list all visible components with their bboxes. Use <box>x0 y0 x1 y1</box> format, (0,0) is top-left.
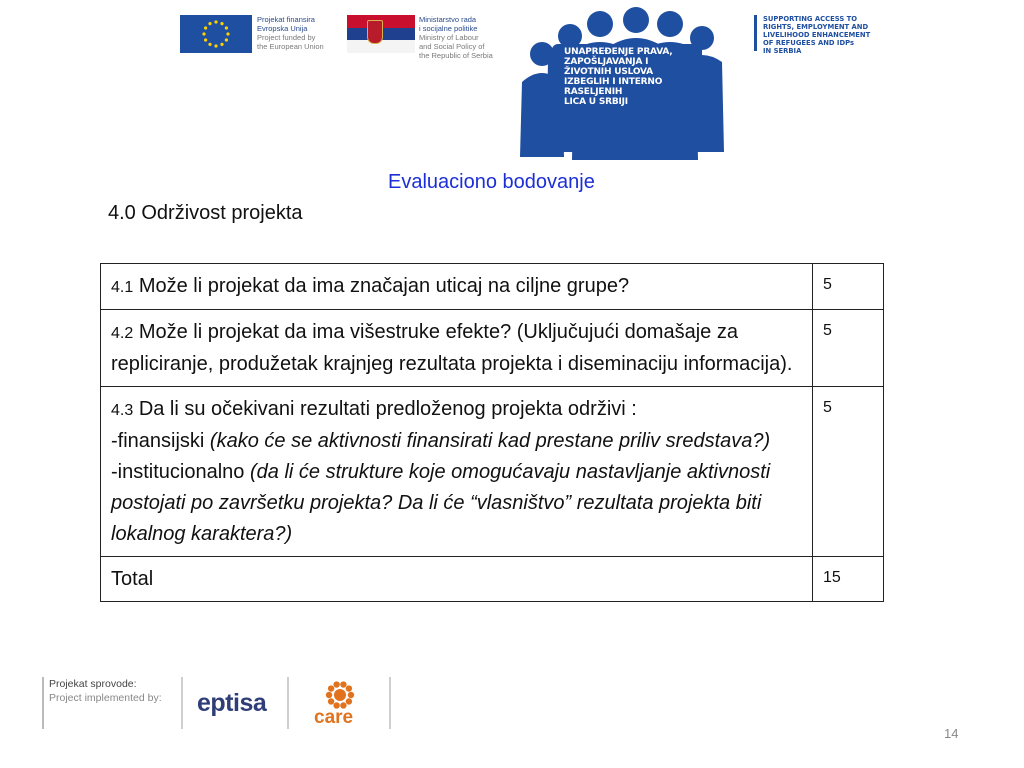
ministry-text-line: Ministarstvo rada <box>419 15 477 24</box>
eu-funding-text <box>257 15 345 51</box>
serbia-flag-logo <box>347 15 415 53</box>
support-text-line: SUPPORTING ACCESS TO <box>763 15 858 23</box>
eu-star-icon <box>225 38 228 41</box>
criterion-cell <box>101 310 813 387</box>
table-row <box>101 264 884 310</box>
score-cell: 5 <box>813 310 884 387</box>
eu-text-line: Evropska Unija <box>257 24 308 33</box>
page-title: Evaluaciono bodovanje <box>388 171 595 193</box>
eu-stars-icon <box>180 15 252 53</box>
criterion-text: Može li projekat da ima višestruke efekte? (Uključujući domašaje za repliciranje, produžetak krajnjeg rezultata projekta i diseminaciju informacija). <box>111 321 793 375</box>
ministry-text-line: i socijalne politike <box>419 24 478 33</box>
eu-star-icon <box>226 32 229 35</box>
sub-criterion-note: (kako će se aktivnosti finansirati kad prestane priliv sredstava?) <box>209 430 771 452</box>
implemented-line: Projekat sprovode: <box>49 678 137 690</box>
project-logo-line: ZAPOŠLJAVANJA I <box>564 57 649 67</box>
total-label: Total <box>101 557 813 602</box>
eu-star-icon <box>202 32 205 35</box>
eu-text-en-line: the European Union <box>257 42 324 51</box>
page-number: 14 <box>944 726 959 741</box>
implemented-by-text <box>49 677 162 705</box>
support-text-line: OF REFUGEES AND IDPs <box>763 39 854 47</box>
eu-flag-logo <box>180 15 252 53</box>
coat-of-arms-icon <box>367 20 383 44</box>
sub-criterion-note: (da li će strukture koje omogućavaju nastavljanje aktivnosti postojati po završetku projekta? Da li će “vlasništvo” rezultata projekta biti lokalnog karaktera?) <box>111 461 771 545</box>
project-logo-line: IZBEGLIH I INTERNO <box>564 77 663 87</box>
ministry-text-en-line: and Social Policy of <box>419 42 485 51</box>
care-ray-icon <box>333 681 339 687</box>
criterion-text: Da li su očekivani rezultati predloženog projekta održivi : <box>138 398 637 420</box>
care-ray-icon <box>346 685 352 691</box>
support-text-line: LIVELIHOOD ENHANCEMENT <box>763 31 871 39</box>
care-ray-icon <box>326 692 332 698</box>
care-ray-icon <box>340 681 346 687</box>
criterion-cell <box>101 387 813 557</box>
ministry-text-en-line: Ministry of Labour <box>419 33 479 42</box>
support-text-line: IN SERBIA <box>763 47 802 55</box>
section-title: 4.0 Održivost projekta <box>108 202 303 224</box>
implemented-line-en: Project implemented by: <box>49 692 162 704</box>
eu-text-line: Projekat finansira <box>257 15 315 24</box>
project-logo-line: RASELJENIH <box>564 87 623 97</box>
score-cell: 5 <box>813 387 884 557</box>
ministry-text-en-line: the Republic of Serbia <box>419 51 493 60</box>
project-logo-line: LICA U SRBIJI <box>564 97 628 107</box>
criteria-table <box>100 263 884 602</box>
eptisa-logo: eptisa <box>197 689 267 717</box>
care-ray-icon <box>348 692 354 698</box>
ministry-text <box>419 15 509 60</box>
criterion-text: Može li projekat da ima značajan uticaj na ciljne grupe? <box>138 275 630 297</box>
eu-star-icon <box>204 38 207 41</box>
table-row <box>101 387 884 557</box>
criterion-cell <box>101 264 813 310</box>
total-score: 15 <box>813 557 884 602</box>
project-logo-line: ŽIVOTNIH USLOVA <box>564 67 653 77</box>
eu-star-icon <box>214 44 217 47</box>
eu-star-icon <box>220 43 223 46</box>
sub-criterion-label: -finansijski <box>111 430 205 452</box>
criterion-number: 4.2 <box>111 325 134 342</box>
eu-star-icon <box>214 20 217 23</box>
support-text <box>763 15 893 55</box>
support-divider <box>754 15 757 51</box>
criterion-number: 4.1 <box>111 279 134 296</box>
footer-divider <box>42 677 44 729</box>
criterion-number: 4.3 <box>111 402 134 419</box>
project-logo-text <box>564 47 694 107</box>
care-ray-icon <box>328 698 334 704</box>
support-text-line: RIGHTS, EMPLOYMENT AND <box>763 23 869 31</box>
table-row <box>101 310 884 387</box>
score-cell: 5 <box>813 264 884 310</box>
eu-star-icon <box>208 22 211 25</box>
eu-text-en-line: Project funded by <box>257 33 316 42</box>
care-logo: care <box>314 707 354 728</box>
eu-star-icon <box>225 26 228 29</box>
footer-divider <box>181 677 183 729</box>
footer-divider <box>287 677 289 729</box>
footer-divider <box>389 677 391 729</box>
eu-star-icon <box>204 26 207 29</box>
care-ray-icon <box>346 698 352 704</box>
sub-criterion-label: -institucionalno <box>111 461 245 483</box>
eu-star-icon <box>220 22 223 25</box>
care-ray-icon <box>328 685 334 691</box>
eu-star-icon <box>208 43 211 46</box>
project-logo-line: UNAPREĐENJE PRAVA, <box>564 47 673 57</box>
table-row-total <box>101 557 884 602</box>
